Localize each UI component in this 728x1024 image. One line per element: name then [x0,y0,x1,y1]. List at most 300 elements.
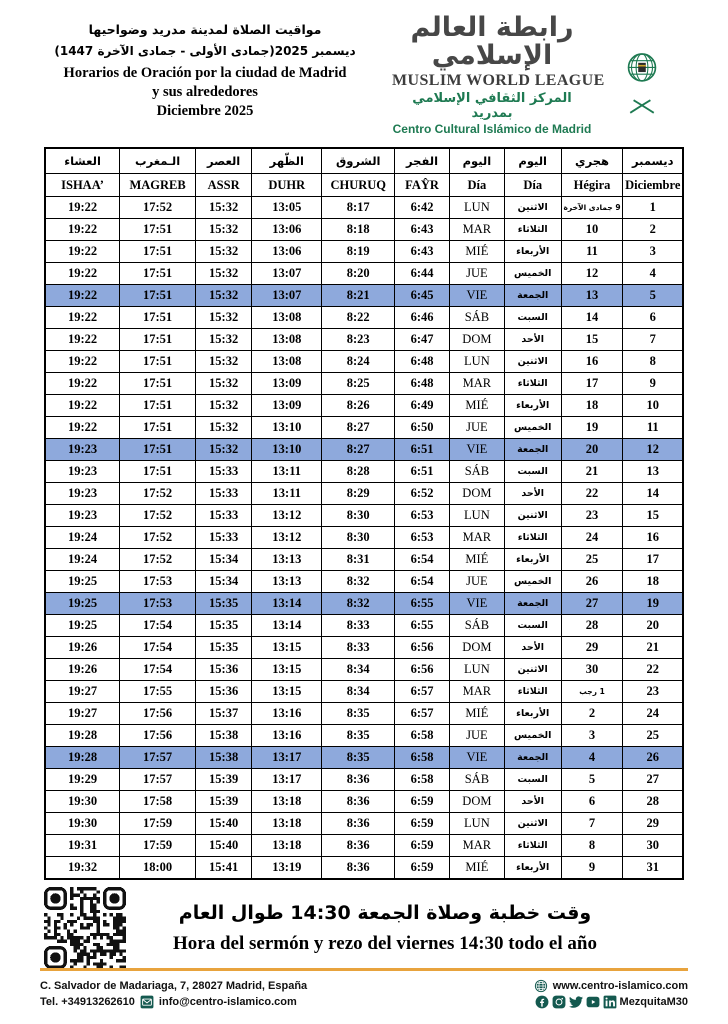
col-december: Diciembre [623,174,683,197]
asr-time: 15:32 [196,329,252,351]
address-text: C. Salvador de Madariaga, 7, 28027 Madrid, España [40,980,308,992]
weekday-arabic: الأربعاء [504,857,561,880]
magreb-time: 17:51 [120,329,196,351]
table-row [45,197,683,219]
weekday-spanish: SÁB [449,615,504,637]
magreb-time: 18:00 [120,857,196,880]
churuq-time: 8:30 [322,527,395,549]
envelope-icon [140,995,154,1009]
hijri-date: 6 [561,791,623,813]
duhr-time: 13:14 [252,593,322,615]
asr-time: 15:38 [196,747,252,769]
title-spanish-line3: Diciembre 2025 [156,102,254,119]
magreb-time: 17:54 [120,615,196,637]
asr-time: 15:32 [196,417,252,439]
header-row-arabic [45,148,683,174]
weekday-spanish: DOM [449,791,504,813]
table-row [45,615,683,637]
fayr-time: 6:48 [395,373,450,395]
asr-time: 15:38 [196,725,252,747]
churuq-time: 8:20 [322,263,395,285]
magreb-time: 17:59 [120,813,196,835]
fayr-time: 6:44 [395,263,450,285]
december-date: 8 [623,351,683,373]
magreb-time: 17:53 [120,593,196,615]
weekday-arabic: الثلاثاء [504,835,561,857]
magreb-time: 17:51 [120,439,196,461]
churuq-time: 8:26 [322,395,395,417]
isha-time: 19:27 [45,681,120,703]
churuq-time: 8:23 [322,329,395,351]
page-footer [0,968,728,1010]
duhr-time: 13:16 [252,725,322,747]
hijri-date: 9 جمادى الآخرة [561,197,623,219]
isha-time: 19:28 [45,725,120,747]
magreb-time: 17:51 [120,263,196,285]
duhr-time: 13:08 [252,307,322,329]
asr-time: 15:34 [196,549,252,571]
isha-time: 19:24 [45,549,120,571]
isha-time: 19:22 [45,395,120,417]
col-hegira: Hégira [561,174,623,197]
footer-web-block [534,978,688,1010]
weekday-spanish: MIÉ [449,703,504,725]
weekday-spanish: MAR [449,373,504,395]
col-duhr-ar: الظّهر [252,148,322,174]
december-date: 26 [623,747,683,769]
islamic-center-name-arabic: المركز الثقافي الإسلامي بمدريد [412,90,572,121]
weekday-arabic: الثلاثاء [504,373,561,395]
col-fayr-ar: الفجر [395,148,450,174]
weekday-spanish: LUN [449,197,504,219]
hijri-date: 18 [561,395,623,417]
isha-time: 19:22 [45,373,120,395]
magreb-time: 17:51 [120,307,196,329]
churuq-time: 8:24 [322,351,395,373]
weekday-arabic: الأحد [504,791,561,813]
prayer-times-table [44,147,684,881]
december-date: 31 [623,857,683,880]
weekday-arabic: الثلاثاء [504,681,561,703]
weekday-arabic: الاثنين [504,659,561,681]
asr-time: 15:33 [196,505,252,527]
december-date: 17 [623,549,683,571]
fayr-time: 6:58 [395,769,450,791]
churuq-time: 8:35 [322,747,395,769]
title-spanish [44,64,366,121]
duhr-time: 13:13 [252,571,322,593]
col-asr-ar: العصر [196,148,252,174]
footer-contact-block [40,978,307,1010]
asr-time: 15:32 [196,241,252,263]
churuq-time: 8:29 [322,483,395,505]
hijri-date: 29 [561,637,623,659]
magreb-time: 17:51 [120,351,196,373]
table-row [45,769,683,791]
asr-time: 15:32 [196,395,252,417]
kaaba [638,63,646,72]
table-row [45,307,683,329]
table-row [45,747,683,769]
asr-time: 15:32 [196,307,252,329]
fayr-time: 6:51 [395,461,450,483]
magreb-time: 17:52 [120,527,196,549]
isha-time: 19:32 [45,857,120,880]
col-day-es-ar: اليوم [449,148,504,174]
magreb-time: 17:52 [120,197,196,219]
asr-time: 15:37 [196,703,252,725]
weekday-spanish: MAR [449,835,504,857]
isha-time: 19:25 [45,615,120,637]
churuq-time: 8:36 [322,769,395,791]
weekday-arabic: السبت [504,615,561,637]
december-date: 1 [623,197,683,219]
fayr-time: 6:42 [395,197,450,219]
churuq-time: 8:35 [322,725,395,747]
table-row [45,835,683,857]
table-row [45,241,683,263]
december-date: 24 [623,703,683,725]
weekday-arabic: الخميس [504,725,561,747]
weekday-arabic: الاثنين [504,813,561,835]
table-row [45,659,683,681]
table-row [45,593,683,615]
duhr-time: 13:16 [252,703,322,725]
mwl-emblem-icon [600,33,684,117]
sermon-notice-spanish: Hora del sermón y rezo del viernes 14:30 todo el año [173,932,597,954]
duhr-time: 13:06 [252,241,322,263]
duhr-time: 13:11 [252,461,322,483]
duhr-time: 13:09 [252,373,322,395]
weekday-spanish: MIÉ [449,395,504,417]
weekday-arabic: الجمعة [504,285,561,307]
december-date: 9 [623,373,683,395]
churuq-time: 8:34 [322,659,395,681]
fayr-time: 6:59 [395,791,450,813]
col-asr: ASSR [196,174,252,197]
churuq-time: 8:27 [322,417,395,439]
islamic-center-name-spanish: Centro Cultural Islámico de Madrid [392,121,592,136]
phone-text: Tel. +34913262610 [40,996,135,1008]
col-fayr: FAŶR [395,174,450,197]
fayr-time: 6:47 [395,329,450,351]
hijri-date: 19 [561,417,623,439]
table-row [45,681,683,703]
magreb-time: 17:59 [120,835,196,857]
magreb-time: 17:52 [120,549,196,571]
magreb-time: 17:53 [120,571,196,593]
churuq-time: 8:36 [322,813,395,835]
asr-time: 15:32 [196,197,252,219]
email-text: info@centro-islamico.com [158,996,297,1008]
asr-time: 15:35 [196,615,252,637]
weekday-spanish: MIÉ [449,857,504,880]
weekday-spanish: SÁB [449,461,504,483]
weekday-spanish: LUN [449,351,504,373]
qr-code [44,887,126,969]
table-row [45,417,683,439]
table-row [45,571,683,593]
hijri-date: 30 [561,659,623,681]
december-date: 27 [623,769,683,791]
december-date: 10 [623,395,683,417]
hijri-date: 17 [561,373,623,395]
isha-time: 19:28 [45,747,120,769]
duhr-time: 13:07 [252,285,322,307]
fayr-time: 6:59 [395,813,450,835]
hijri-date: 2 [561,703,623,725]
table-row [45,637,683,659]
sermon-notice-arabic: وقت خطبة وصلاة الجمعة 14:30 طوال العام [178,901,592,924]
asr-time: 15:33 [196,461,252,483]
social-handle-text: MezquitaM30 [619,996,688,1008]
hijri-date: 10 [561,219,623,241]
isha-time: 19:25 [45,571,120,593]
globe [629,54,656,81]
fayr-time: 6:56 [395,659,450,681]
hijri-date: 21 [561,461,623,483]
weekday-spanish: MAR [449,681,504,703]
hijri-date: 4 [561,747,623,769]
december-date: 18 [623,571,683,593]
weekday-spanish: JUE [449,725,504,747]
churuq-time: 8:36 [322,857,395,880]
weekday-arabic: الأحد [504,329,561,351]
col-day-ar: Día [504,174,561,197]
december-date: 5 [623,285,683,307]
duhr-time: 13:15 [252,637,322,659]
fayr-time: 6:43 [395,241,450,263]
weekday-arabic: الأحد [504,637,561,659]
subtitle-arabic-hijri-range: ديسمبر 2025(جمادى الأولى - جمادى الآخرة 1447) [54,44,356,58]
weekday-spanish: DOM [449,637,504,659]
duhr-time: 13:15 [252,681,322,703]
isha-time: 19:22 [45,307,120,329]
churuq-time: 8:35 [322,703,395,725]
weekday-arabic: الأربعاء [504,549,561,571]
hijri-date: 15 [561,329,623,351]
december-date: 20 [623,615,683,637]
duhr-time: 13:12 [252,527,322,549]
isha-time: 19:22 [45,241,120,263]
isha-time: 19:29 [45,769,120,791]
weekday-arabic: الثلاثاء [504,219,561,241]
weekday-spanish: JUE [449,417,504,439]
hijri-date: 12 [561,263,623,285]
churuq-time: 8:17 [322,197,395,219]
hijri-date: 8 [561,835,623,857]
col-isha: ISHAA’ [45,174,120,197]
december-date: 3 [623,241,683,263]
churuq-time: 8:28 [322,461,395,483]
asr-time: 15:32 [196,263,252,285]
isha-time: 19:23 [45,461,120,483]
magreb-time: 17:51 [120,285,196,307]
december-date: 22 [623,659,683,681]
weekday-arabic: الاثنين [504,505,561,527]
title-spanish-line1: Horarios de Oración por la ciudad de Madrid [63,65,347,81]
table-row [45,527,683,549]
fayr-time: 6:54 [395,571,450,593]
magreb-time: 17:55 [120,681,196,703]
table-row [45,813,683,835]
asr-time: 15:32 [196,351,252,373]
asr-time: 15:39 [196,769,252,791]
december-date: 25 [623,725,683,747]
fayr-time: 6:58 [395,725,450,747]
magreb-time: 17:57 [120,769,196,791]
asr-time: 15:40 [196,835,252,857]
hijri-date: 1 رجب [561,681,623,703]
churuq-time: 8:36 [322,791,395,813]
churuq-time: 8:34 [322,681,395,703]
fayr-time: 6:53 [395,505,450,527]
fayr-time: 6:59 [395,835,450,857]
december-date: 29 [623,813,683,835]
masthead-titles [44,14,366,121]
weekday-arabic: الاثنين [504,351,561,373]
facebook-icon [535,995,549,1009]
weekday-arabic: الاثنين [504,197,561,219]
magreb-time: 17:52 [120,483,196,505]
december-date: 6 [623,307,683,329]
december-date: 15 [623,505,683,527]
churuq-time: 8:27 [322,439,395,461]
churuq-time: 8:33 [322,615,395,637]
asr-time: 15:35 [196,637,252,659]
fayr-time: 6:58 [395,747,450,769]
hijri-date: 11 [561,241,623,263]
website-text: www.centro-islamico.com [552,980,688,992]
table-row [45,219,683,241]
hijri-date: 24 [561,527,623,549]
magreb-time: 17:58 [120,791,196,813]
table-row [45,461,683,483]
hijri-date: 7 [561,813,623,835]
december-date: 7 [623,329,683,351]
december-date: 21 [623,637,683,659]
weekday-spanish: MAR [449,219,504,241]
magreb-time: 17:57 [120,747,196,769]
isha-time: 19:25 [45,593,120,615]
magreb-time: 17:51 [120,461,196,483]
churuq-time: 8:32 [322,571,395,593]
twitter-icon [569,995,583,1009]
churuq-time: 8:36 [322,835,395,857]
churuq-time: 8:18 [322,219,395,241]
fayr-time: 6:45 [395,285,450,307]
duhr-time: 13:13 [252,549,322,571]
churuq-time: 8:31 [322,549,395,571]
magreb-time: 17:54 [120,637,196,659]
magreb-time: 17:51 [120,219,196,241]
col-churuq: CHURUQ [322,174,395,197]
fayr-time: 6:51 [395,439,450,461]
asr-time: 15:32 [196,219,252,241]
magreb-time: 17:52 [120,505,196,527]
december-date: 30 [623,835,683,857]
isha-time: 19:24 [45,527,120,549]
churuq-time: 8:19 [322,241,395,263]
duhr-time: 13:18 [252,835,322,857]
hijri-date: 28 [561,615,623,637]
december-date: 13 [623,461,683,483]
churuq-time: 8:22 [322,307,395,329]
hijri-date: 5 [561,769,623,791]
col-day-ar-ar: اليوم [504,148,561,174]
table-row [45,703,683,725]
magreb-time: 17:54 [120,659,196,681]
weekday-arabic: الجمعة [504,593,561,615]
isha-time: 19:30 [45,791,120,813]
mwl-calligraphy-arabic: رابطة العالم الإسلامي [410,12,574,72]
duhr-time: 13:10 [252,417,322,439]
table-row [45,263,683,285]
col-day-es: Día [449,174,504,197]
weekday-arabic: الجمعة [504,439,561,461]
youtube-icon [586,995,600,1009]
magreb-time: 17:56 [120,703,196,725]
fayr-time: 6:57 [395,703,450,725]
weekday-spanish: JUE [449,263,504,285]
weekday-spanish: JUE [449,571,504,593]
asr-time: 15:32 [196,285,252,307]
isha-time: 19:31 [45,835,120,857]
fayr-time: 6:43 [395,219,450,241]
weekday-spanish: VIE [449,593,504,615]
table-row [45,791,683,813]
masthead [44,14,684,136]
isha-time: 19:22 [45,285,120,307]
magreb-time: 17:51 [120,241,196,263]
table-row [45,725,683,747]
col-december-ar: ديسمبر [623,148,683,174]
weekday-arabic: الأربعاء [504,241,561,263]
hijri-date: 26 [561,571,623,593]
duhr-time: 13:12 [252,505,322,527]
table-row [45,351,683,373]
weekday-spanish: MAR [449,527,504,549]
weekday-spanish: MIÉ [449,549,504,571]
sermon-time-notice [126,902,684,955]
hijri-date: 3 [561,725,623,747]
title-arabic: مواقيت الصلاة لمدينة مدريد وضواحيها [88,22,322,37]
hijri-date: 25 [561,549,623,571]
weekday-spanish: VIE [449,747,504,769]
table-row [45,549,683,571]
isha-time: 19:22 [45,219,120,241]
isha-time: 19:22 [45,417,120,439]
asr-time: 15:41 [196,857,252,880]
churuq-time: 8:32 [322,593,395,615]
duhr-time: 13:18 [252,791,322,813]
table-row [45,373,683,395]
duhr-time: 13:06 [252,219,322,241]
table-row [45,505,683,527]
col-magreb-ar: الـمغرب [120,148,196,174]
header-row-latin [45,174,683,197]
magreb-time: 17:51 [120,373,196,395]
duhr-time: 13:08 [252,351,322,373]
weekday-arabic: الأربعاء [504,703,561,725]
churuq-time: 8:30 [322,505,395,527]
fayr-time: 6:53 [395,527,450,549]
table-row [45,857,683,880]
hijri-date: 16 [561,351,623,373]
prayer-table-body [45,197,683,880]
duhr-time: 13:17 [252,769,322,791]
table-row [45,395,683,417]
